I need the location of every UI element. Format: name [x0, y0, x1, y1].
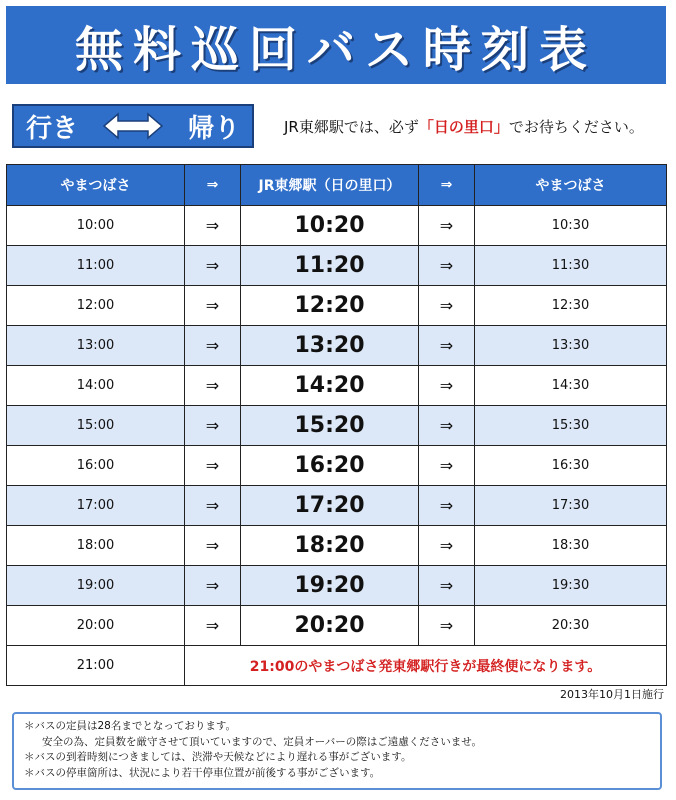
note-line: ＊バスの到着時刻につきましては、渋滞や天候などにより遅れる事がございます。 [24, 751, 412, 763]
arrow-cell: ⇒ [185, 326, 241, 366]
station-time: 13:20 [241, 326, 419, 366]
direction-outbound-label: 行き [25, 113, 78, 144]
header-departure: やまつばさ [7, 165, 185, 206]
table-row [7, 526, 667, 566]
arrow-cell: ⇒ [419, 486, 475, 526]
departure-time: 18:00 [7, 526, 185, 566]
table-row [7, 566, 667, 606]
return-time: 20:30 [475, 606, 667, 646]
arrow-cell: ⇒ [419, 526, 475, 566]
header-arrow: ⇒ [419, 165, 475, 206]
header-station: JR東郷駅（日の里口） [241, 165, 419, 206]
station-time: 19:20 [241, 566, 419, 606]
effective-date: 2013年10月1日施行 [560, 688, 664, 701]
table-header-row [7, 165, 667, 206]
pickup-notice [284, 116, 644, 137]
return-time: 11:30 [475, 246, 667, 286]
arrow-cell: ⇒ [419, 286, 475, 326]
direction-indicator [12, 104, 254, 148]
departure-time: 12:00 [7, 286, 185, 326]
arrow-cell: ⇒ [419, 446, 475, 486]
arrow-cell: ⇒ [419, 206, 475, 246]
header-return: やまつばさ [475, 165, 667, 206]
table-row [7, 326, 667, 366]
table-row [7, 406, 667, 446]
table-row [7, 606, 667, 646]
station-time: 12:20 [241, 286, 419, 326]
departure-time: 13:00 [7, 326, 185, 366]
departure-time: 19:00 [7, 566, 185, 606]
return-time: 16:30 [475, 446, 667, 486]
double-headed-arrow-icon [102, 111, 164, 141]
bus-timetable [6, 164, 667, 686]
station-time: 10:20 [241, 206, 419, 246]
arrow-cell: ⇒ [419, 566, 475, 606]
table-row [7, 286, 667, 326]
arrow-cell: ⇒ [419, 366, 475, 406]
note-line: ＊バスの停車箇所は、状況により若干停車位置が前後する事がございます。 [24, 766, 381, 779]
notice-text-after: でお待ちください。 [508, 118, 644, 136]
table-row [7, 366, 667, 406]
page-title: 無料巡回バス時刻表 [74, 21, 597, 78]
station-time: 11:20 [241, 246, 419, 286]
arrow-cell: ⇒ [185, 566, 241, 606]
station-time: 17:20 [241, 486, 419, 526]
station-time: 15:20 [241, 406, 419, 446]
arrow-cell: ⇒ [419, 406, 475, 446]
title-banner [6, 6, 666, 84]
departure-time: 10:00 [7, 206, 185, 246]
arrow-cell: ⇒ [185, 206, 241, 246]
arrow-cell: ⇒ [419, 246, 475, 286]
return-time: 10:30 [475, 206, 667, 246]
arrow-cell: ⇒ [185, 526, 241, 566]
departure-time: 11:00 [7, 246, 185, 286]
station-time: 14:20 [241, 366, 419, 406]
note-line: 安全の為、定員数を厳守させて頂いていますので、定員オーバーの際はご遠慮くださいませ。 [42, 735, 482, 748]
departure-time: 14:00 [7, 366, 185, 406]
station-time: 18:20 [241, 526, 419, 566]
return-time: 18:30 [475, 526, 667, 566]
departure-time: 17:00 [7, 486, 185, 526]
departure-time: 20:00 [7, 606, 185, 646]
return-time: 13:30 [475, 326, 667, 366]
arrow-cell: ⇒ [185, 446, 241, 486]
departure-time: 21:00 [7, 646, 185, 686]
table-row [7, 206, 667, 246]
arrow-cell: ⇒ [185, 286, 241, 326]
table-row [7, 486, 667, 526]
arrow-cell: ⇒ [185, 606, 241, 646]
return-time: 12:30 [475, 286, 667, 326]
arrow-cell: ⇒ [185, 486, 241, 526]
station-time: 16:20 [241, 446, 419, 486]
return-time: 15:30 [475, 406, 667, 446]
return-time: 14:30 [475, 366, 667, 406]
note-line: ＊バスの定員は28名までとなっております。 [24, 720, 237, 732]
table-row [7, 246, 667, 286]
departure-time: 16:00 [7, 446, 185, 486]
table-row [7, 446, 667, 486]
notes-box [12, 712, 662, 790]
arrow-cell: ⇒ [419, 606, 475, 646]
arrow-cell: ⇒ [185, 406, 241, 446]
return-time: 19:30 [475, 566, 667, 606]
header-arrow: ⇒ [185, 165, 241, 206]
notice-text-before: JR東郷駅では、必ず [284, 118, 419, 136]
arrow-cell: ⇒ [185, 366, 241, 406]
table-row-last [7, 646, 667, 686]
departure-time: 15:00 [7, 406, 185, 446]
notice-highlight: 「日の里口」 [418, 118, 509, 136]
arrow-cell: ⇒ [185, 246, 241, 286]
arrow-cell: ⇒ [419, 326, 475, 366]
direction-return-label: 帰り [187, 113, 240, 144]
return-time: 17:30 [475, 486, 667, 526]
last-bus-note: 21:00のやまつばさ発東郷駅行きが最終便になります。 [185, 646, 667, 686]
station-time: 20:20 [241, 606, 419, 646]
